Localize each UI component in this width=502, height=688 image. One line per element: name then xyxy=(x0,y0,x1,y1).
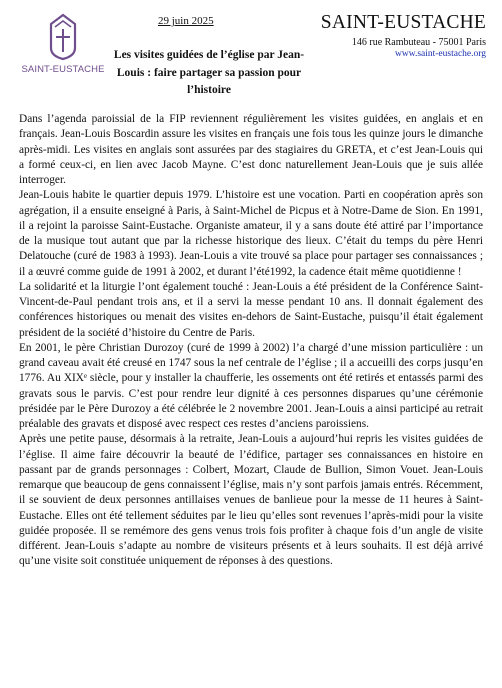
masthead xyxy=(321,12,486,59)
parish-name: SAINT-EUSTACHE xyxy=(320,12,486,33)
parish-website-link[interactable]: www.saint-eustache.org xyxy=(394,49,486,59)
parish-address: 146 rue Rambuteau - 75001 Paris xyxy=(351,37,486,48)
article-paragraph: Jean-Louis habite le quartier depuis 1979. L’histoire est une vocation. Parti en coopération après son agrégation, il a ensuite enseigné à Paris, à Saint-Michel de Picpus et à Notre-Dame de Sion. En 1991, il a rejoint la paroisse Saint-Eustache. Organiste amateur, il y a sans doute été attiré par l’importance de la musique tout autant que par la richesse historique des lieux. C’était du temps du père Henri Delatouche (curé de 1983 à 1993). Jean-Louis a vite trouvé sa place pour partager ses connaissances ; il a œuvré comme guide de 1991 à 2002, et durant l’été1992, la cadence était même quotidienne ! xyxy=(19,189,483,278)
article-paragraph: En 2001, le père Christian Durozoy (curé de 1999 à 2002) l’a chargé d’une mission particulière : un grand caveau avait été creusé en 1747 sous la nef centrale de l’église ; il a accueilli des corps jusqu’en 1776. Au XIXᵉ siècle, pour y installer la chaufferie, les ossements ont été retirés et entassés parmi des gravats sous le parvis. C’est pour rendre leur dignité à ces personnes disparues qu’une cérémonie présidée par le Père Durozoy a été célébrée le 2 novembre 2001. Jean-Louis a ainsi participé au retrait préalable des gravats et disposé avec respect ces restes d’anciens paroissiens. xyxy=(19,341,483,430)
logo-text: SAINT-EUSTACHE xyxy=(21,64,105,75)
parish-logo xyxy=(18,12,108,84)
article-body xyxy=(19,112,483,570)
article-headline: Les visites guidées de l’église par Jean-Louis : faire partager sa passion pour l’histoire xyxy=(113,49,305,96)
article-paragraph: Après une petite pause, désormais à la retraite, Jean-Louis a aujourd’hui repris les visites guidées de l’église. Il aime faire découvrir la beauté de l’édifice, partager ses connaissances en histoire en passant par de grands personnages : Colbert, Mozart, Claude de Bullion, Simon Vouet. Jean-Louis remarque que beaucoup de gens connaissent l’église, mais n’y sont parfois jamais entrés. Récemment, il se souvient de deux personnes antillaises venues de banlieue pour la messe de 11 heures à Saint-Eustache. Elles ont été tellement séduites par le lieu qu’elles sont revenues l’après-midi pour la visite guidée proposée. Il se remémore des gens venus trois fois profiter à chaque fois d’un angle de visite différent. Jean-Louis s’adapte au nombre de visiteurs présents et à leurs souhaits. Il est déjà arrivé qu’une visite soit constituée uniquement de réponses à des questions. xyxy=(19,433,483,568)
church-cross-icon xyxy=(41,12,85,62)
article-paragraph: Dans l’agenda paroissial de la FIP reviennent régulièrement les visites guidées, en anglais et en français. Jean-Louis Boscardin assure les visites en français une fois tous les quinze jours le dimanche après-midi. Les visites en anglais sont assurées par des stagiaires du GRETA, et c’est Jean-Louis qui a formé ceux-ci, en lien avec Jacob Mayne. C’est donc naturellement Jean-Louis que je suis allée interroger. xyxy=(19,113,483,186)
article-paragraph: La solidarité et la liturgie l’ont également touché : Jean-Louis a été président de la Conférence Saint-Vincent-de-Paul pendant trois ans, et il a servi la messe pendant 10 ans. Il donnait également des conférences historiques ou menait des visites en-dehors de Saint-Eustache, puisqu’il était également président de la société d’histoire du Centre de Paris. xyxy=(19,280,483,339)
publication-date: 29 juin 2025 xyxy=(158,15,214,27)
